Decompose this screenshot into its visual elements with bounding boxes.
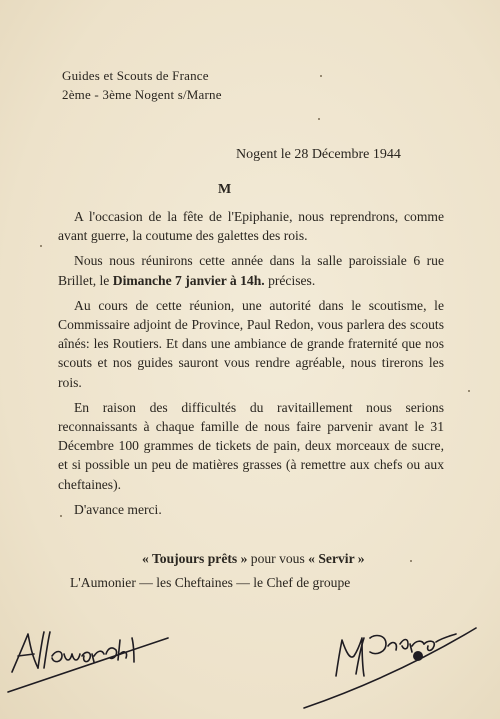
paper-speck [320, 75, 322, 77]
org-units: 2ème - 3ème Nogent s/Marne [62, 87, 222, 102]
paragraph-rationing: En raison des difficultés du ravitaillement nous serions reconnaissants à chaque famille de nous faire parvenir avant le 31 Décembre 100 grammes de tickets de pain, deux morceaux de sucre, et si possible un peu de matières grasses (à remettre aux chefs ou aux cheftaines). [58, 399, 444, 492]
scout-motto [142, 551, 365, 567]
paper-speck [410, 560, 412, 562]
motto-toujours-prets: « Toujours prêts » [142, 551, 248, 566]
letter-body [58, 207, 444, 519]
thanks-line: D'avance merci. [74, 501, 162, 517]
org-name: Guides et Scouts de France [62, 68, 209, 83]
paragraph-epiphany: A l'occasion de la fête de l'Epiphanie, nous reprendrons, comme avant guerre, la coutume des galettes des rois. [58, 209, 444, 244]
salutation: M [218, 182, 232, 197]
organization-header [62, 66, 222, 104]
meeting-date: Dimanche 7 janvier à 14h. [112, 272, 265, 288]
signatories-line: L'Aumonier — les Cheftaines — le Chef de groupe [70, 575, 351, 590]
paragraph-meeting [58, 251, 444, 289]
meeting-text: Nous nous réunirons cette année dans la salle paroissiale 6 rue Brillet, le [58, 253, 444, 288]
motto-servir: « Servir » [308, 551, 365, 566]
paper-speck [60, 515, 62, 517]
paper-speck [318, 118, 320, 120]
paragraph-speaker: Au cours de cette réunion, une autorité dans le scoutisme, le Commissaire adjoint de Province, Paul Redon, vous parlera des scouts aînés: les Routiers. Et dans une ambiance de grande fraternité que nos scouts et nos guides sauront vous rendre agréable, nous tirerons les rois. [58, 297, 444, 390]
paper-speck [468, 390, 470, 392]
motto-connector: pour vous [247, 551, 309, 566]
meeting-text-end: précises. [264, 272, 316, 288]
signature-left [4, 610, 174, 710]
signature-right [296, 616, 486, 716]
place-and-date: Nogent le 28 Décembre 1944 [236, 147, 401, 162]
paper-speck [40, 245, 42, 247]
